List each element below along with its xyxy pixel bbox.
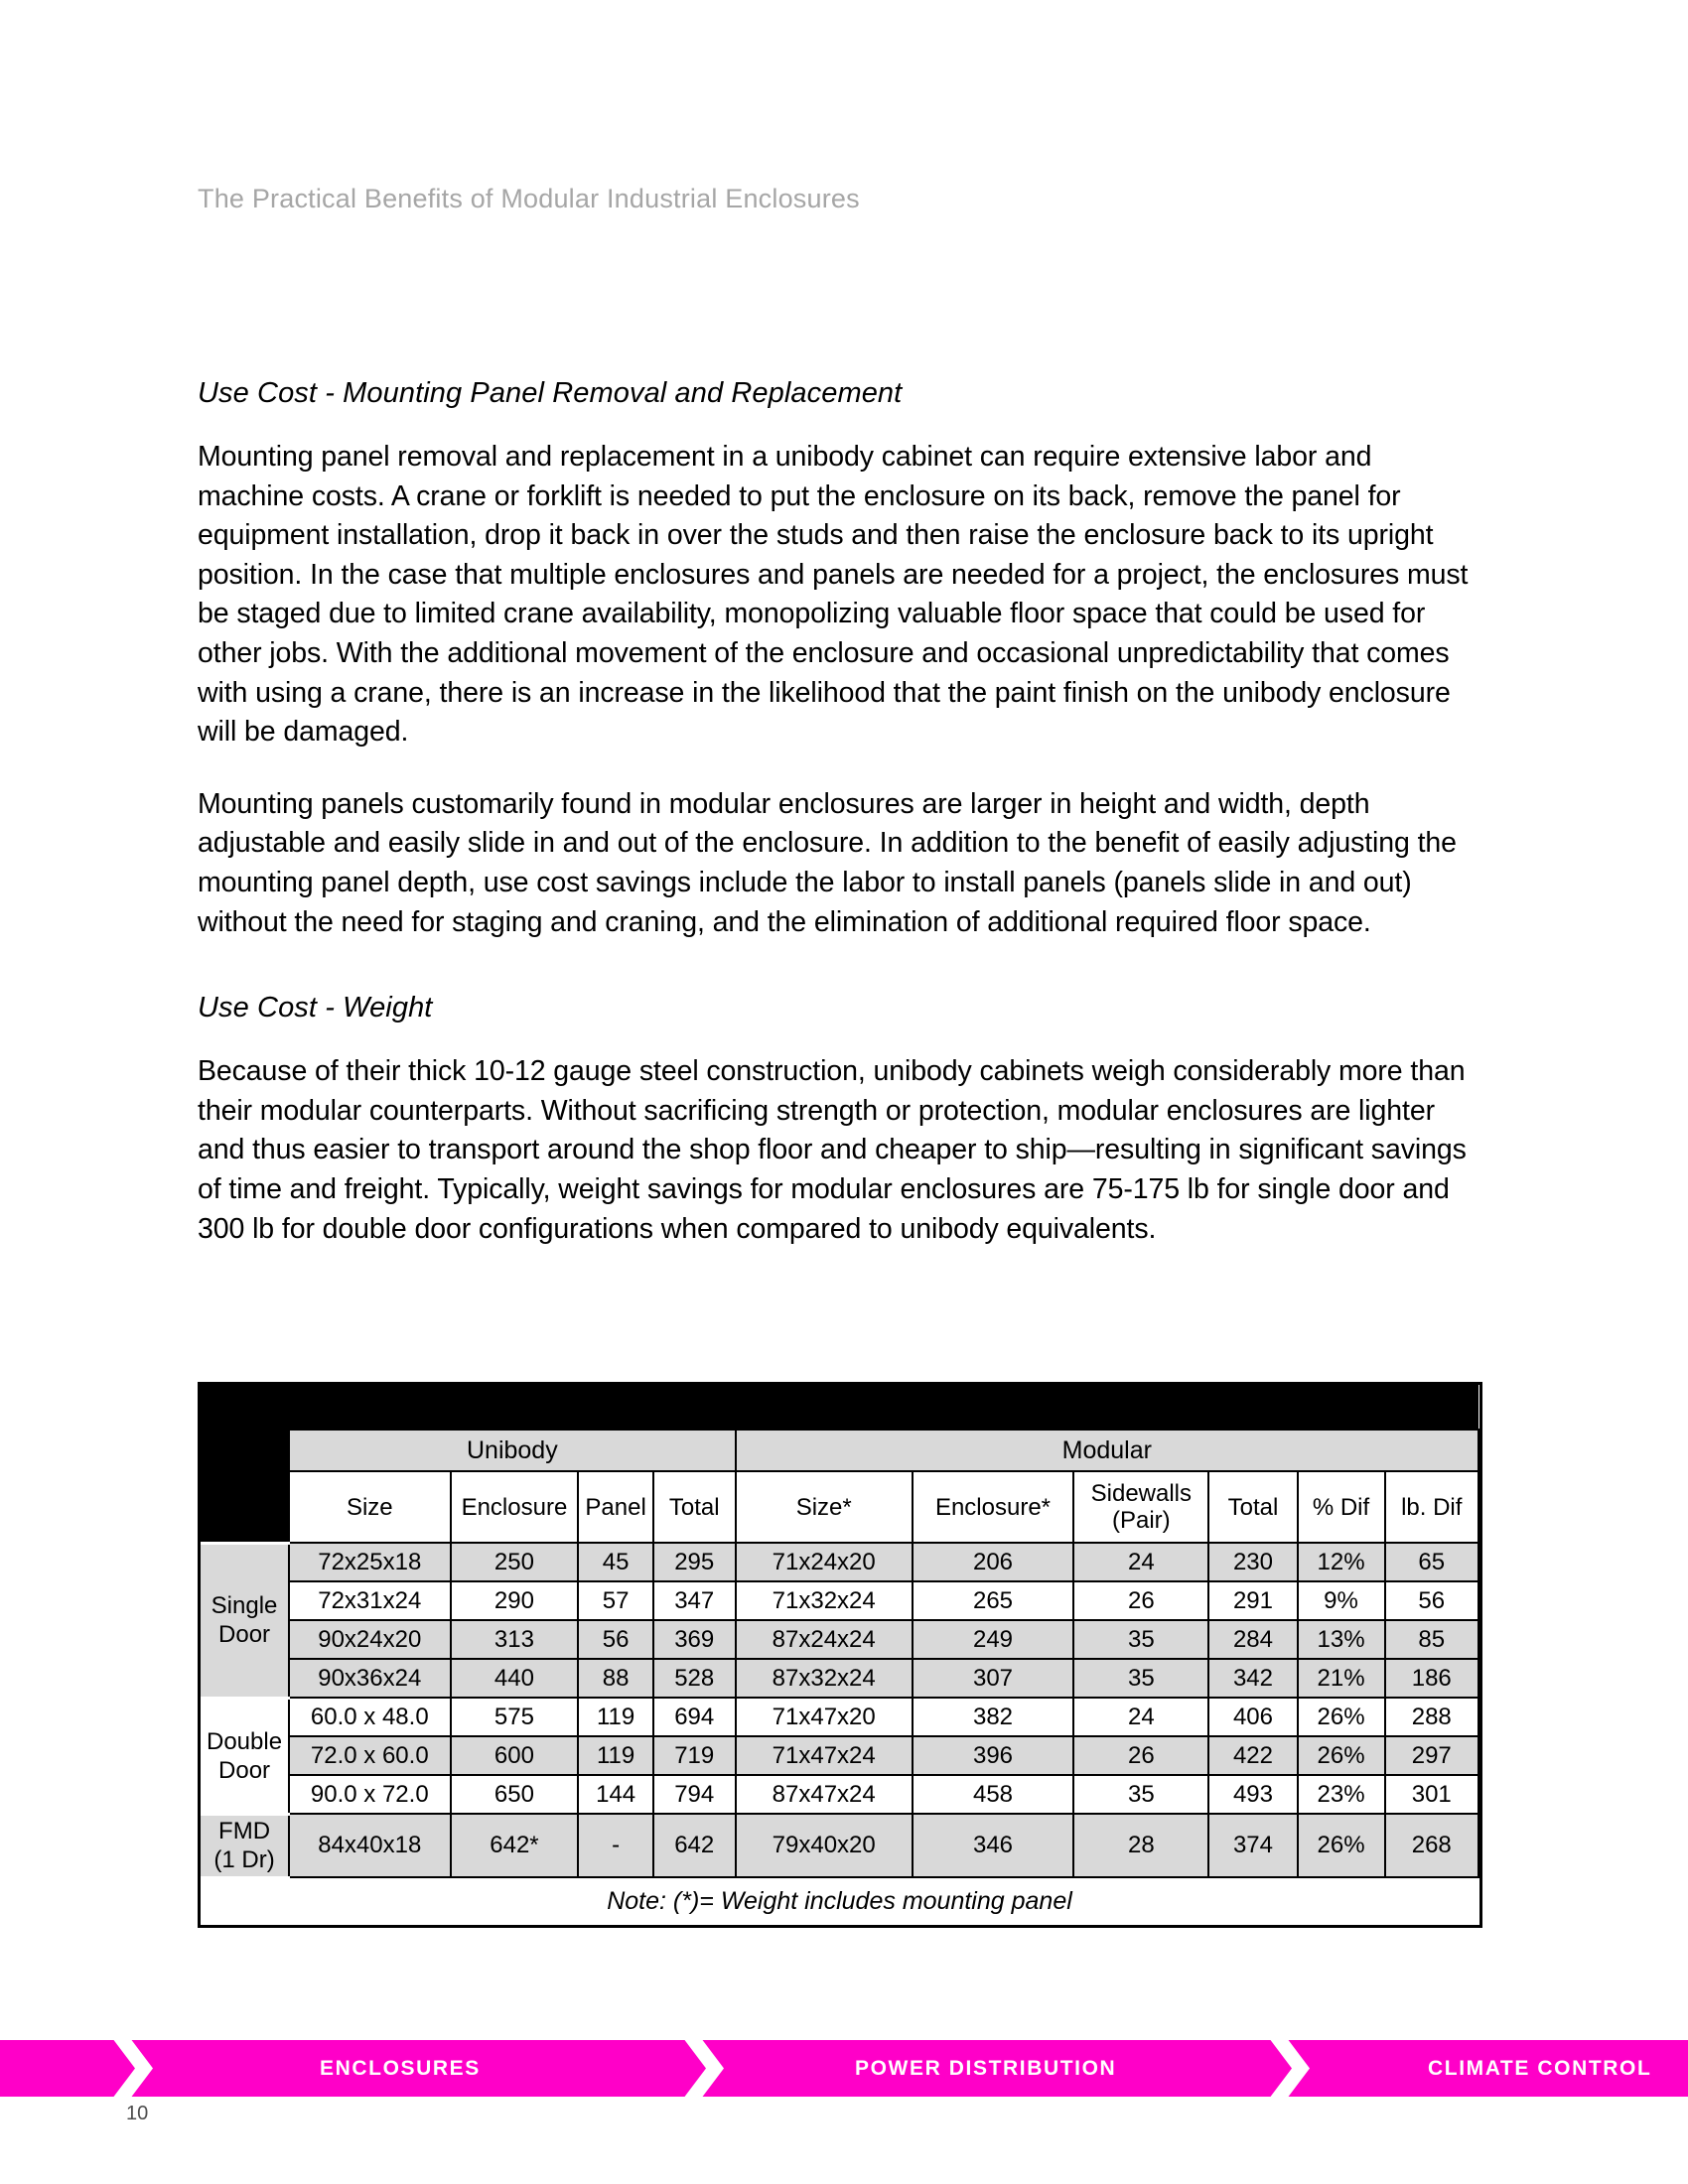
page-number: 10 [126, 2103, 149, 2124]
cell-lb-dif: 56 [1385, 1581, 1478, 1620]
cell-size: 72.0 x 60.0 [289, 1736, 450, 1775]
cell-sidewalls: 26 [1073, 1581, 1208, 1620]
table-column-header-row [201, 1471, 1478, 1543]
cell-size: 90x24x20 [289, 1620, 450, 1659]
cell-mod-total: 493 [1208, 1775, 1297, 1814]
footer-navigation-bar [0, 2040, 1688, 2097]
table-note: Note: (*)= Weight includes mounting panel [201, 1877, 1478, 1925]
table-row [201, 1543, 1478, 1581]
cell-enclosure: 575 [451, 1698, 579, 1736]
cell-total: 719 [653, 1736, 736, 1775]
column-header-unibody-size: Size [289, 1471, 450, 1543]
chevron-separator-icon-2 [680, 2040, 740, 2097]
cell-enclosure: 313 [451, 1620, 579, 1659]
column-header-unibody-enclosure: Enclosure [451, 1471, 579, 1543]
paragraph-panel-removal-2: Mounting panels customarily found in modular enclosures are larger in height and width, depth adjustable and easily slide in and out of the enclosure. In addition to the benefit of easily adjusting the mounting panel depth, use cost savings include the labor to install panels (panels slide in and out) without the need for staging and craning, and the elimination of additional required floor space. [198, 787, 1457, 938]
cell-size: 90x36x24 [289, 1659, 450, 1698]
cell-sidewalls: 24 [1073, 1698, 1208, 1736]
cell-size: 90.0 x 72.0 [289, 1775, 450, 1814]
cell-lb-dif: 288 [1385, 1698, 1478, 1736]
cell-mod-size: 71x32x24 [736, 1581, 913, 1620]
cell-enclosure: 290 [451, 1581, 579, 1620]
table-row [201, 1736, 1478, 1775]
column-header-modular-sidewalls [1073, 1471, 1208, 1543]
document-body [198, 377, 1478, 1282]
sidewalls-label-line2: (Pair) [1111, 1507, 1171, 1534]
cell-percent-dif: 23% [1298, 1775, 1385, 1814]
cell-percent-dif: 26% [1298, 1698, 1385, 1736]
cell-enclosure: 600 [451, 1736, 579, 1775]
cell-panel: - [578, 1814, 652, 1877]
cell-lb-dif: 186 [1385, 1659, 1478, 1698]
comparison-table-container [198, 1382, 1482, 1928]
row-group-label-line1: Single [211, 1592, 278, 1619]
table-row [201, 1814, 1478, 1877]
row-group-label-line2: Door [218, 1621, 271, 1648]
cell-sidewalls: 24 [1073, 1543, 1208, 1581]
cell-panel: 57 [578, 1581, 652, 1620]
cell-mod-enclosure: 265 [913, 1581, 1073, 1620]
cell-mod-enclosure: 382 [913, 1698, 1073, 1736]
cell-mod-size: 87x32x24 [736, 1659, 913, 1698]
column-header-lb-dif: lb. Dif [1385, 1471, 1478, 1543]
table-group-header-row [201, 1430, 1478, 1471]
cell-percent-dif: 13% [1298, 1620, 1385, 1659]
cell-panel: 119 [578, 1698, 652, 1736]
chevron-separator-icon-1 [109, 2040, 169, 2097]
cell-mod-enclosure: 346 [913, 1814, 1073, 1877]
cell-enclosure: 250 [451, 1543, 579, 1581]
table-row [201, 1775, 1478, 1814]
cell-mod-size: 71x24x20 [736, 1543, 913, 1581]
row-group-label-single-door [201, 1543, 289, 1698]
chevron-separator-icon-3 [1266, 2040, 1326, 2097]
section-heading-use-cost-panel: Use Cost - Mounting Panel Removal and Replacement [198, 377, 903, 409]
cell-total: 347 [653, 1581, 736, 1620]
cell-mod-total: 291 [1208, 1581, 1297, 1620]
paragraph-panel-removal-1: Mounting panel removal and replacement in a unibody cabinet can require extensive labor and machine costs. A crane or forklift is needed to put the enclosure on its back, remove the panel for equipment installation, drop it back in over the studs and then raise the enclosure back to its upright position. In the case that multiple enclosures and panels are needed for a project, the enclosures must be staged due to limited crane availability, monopolizing valuable floor space that could be used for other jobs. With the additional movement of the enclosure and occasional unpredictability that comes with using a crane, there is an increase in the likelihood that the paint finish on the unibody enclosure will be damaged. [198, 441, 1469, 749]
row-group-label-line1: FMD [218, 1818, 271, 1844]
cell-mod-total: 342 [1208, 1659, 1297, 1698]
cell-mod-enclosure: 307 [913, 1659, 1073, 1698]
cell-percent-dif: 12% [1298, 1543, 1385, 1581]
cell-mod-size: 71x47x24 [736, 1736, 913, 1775]
column-header-unibody-total: Total [653, 1471, 736, 1543]
table-row [201, 1581, 1478, 1620]
footer-label-enclosures[interactable]: ENCLOSURES [320, 2057, 481, 2080]
running-header: The Practical Benefits of Modular Industrial Enclosures [198, 184, 860, 213]
cell-panel: 144 [578, 1775, 652, 1814]
cell-mod-size: 87x47x24 [736, 1775, 913, 1814]
cell-enclosure: 650 [451, 1775, 579, 1814]
cell-panel: 88 [578, 1659, 652, 1698]
table-row [201, 1620, 1478, 1659]
sidewalls-label-line1: Sidewalls [1090, 1480, 1193, 1507]
cell-sidewalls: 28 [1073, 1814, 1208, 1877]
cell-total: 528 [653, 1659, 736, 1698]
cell-mod-total: 406 [1208, 1698, 1297, 1736]
table-row [201, 1698, 1478, 1736]
cell-sidewalls: 35 [1073, 1659, 1208, 1698]
group-header-modular: Modular [736, 1430, 1478, 1471]
cell-sidewalls: 26 [1073, 1736, 1208, 1775]
cell-enclosure: 642* [451, 1814, 579, 1877]
cell-total: 794 [653, 1775, 736, 1814]
table-title-row [201, 1385, 1478, 1430]
cell-percent-dif: 26% [1298, 1814, 1385, 1877]
cell-lb-dif: 301 [1385, 1775, 1478, 1814]
cell-enclosure: 440 [451, 1659, 579, 1698]
column-header-corner [201, 1471, 289, 1543]
cell-total: 295 [653, 1543, 736, 1581]
cell-total: 369 [653, 1620, 736, 1659]
row-group-label-line2: Door [218, 1756, 271, 1784]
cell-panel: 45 [578, 1543, 652, 1581]
table-title: Typical Mounting Panel Comparisons For Free-Standing Enclosures (in lb.) [289, 1385, 1478, 1430]
row-group-label-line1: Double [207, 1727, 283, 1755]
footer-label-climate-control[interactable]: CLIMATE CONTROL [1428, 2057, 1652, 2080]
cell-mod-total: 284 [1208, 1620, 1297, 1659]
row-group-label-double-door [201, 1698, 289, 1814]
cell-mod-total: 374 [1208, 1814, 1297, 1877]
section-heading-use-cost-weight: Use Cost - Weight [198, 992, 433, 1024]
cell-size: 84x40x18 [289, 1814, 450, 1877]
cell-size: 60.0 x 48.0 [289, 1698, 450, 1736]
cell-total: 694 [653, 1698, 736, 1736]
cell-sidewalls: 35 [1073, 1775, 1208, 1814]
cell-lb-dif: 65 [1385, 1543, 1478, 1581]
row-group-label-fmd [201, 1814, 289, 1877]
group-header-unibody: Unibody [289, 1430, 736, 1471]
column-header-modular-size: Size* [736, 1471, 913, 1543]
comparison-table [201, 1385, 1479, 1925]
cell-panel: 119 [578, 1736, 652, 1775]
row-group-label-line2: (1 Dr) [213, 1846, 275, 1873]
column-header-percent-dif: % Dif [1298, 1471, 1385, 1543]
table-corner-cell [201, 1385, 289, 1430]
cell-size: 72x25x18 [289, 1543, 450, 1581]
cell-mod-enclosure: 458 [913, 1775, 1073, 1814]
cell-mod-enclosure: 206 [913, 1543, 1073, 1581]
cell-mod-size: 79x40x20 [736, 1814, 913, 1877]
cell-panel: 56 [578, 1620, 652, 1659]
cell-mod-size: 87x24x24 [736, 1620, 913, 1659]
cell-mod-total: 422 [1208, 1736, 1297, 1775]
column-header-modular-total: Total [1208, 1471, 1297, 1543]
cell-mod-enclosure: 249 [913, 1620, 1073, 1659]
cell-percent-dif: 21% [1298, 1659, 1385, 1698]
table-note-row [201, 1877, 1478, 1925]
table-row [201, 1659, 1478, 1698]
cell-sidewalls: 35 [1073, 1620, 1208, 1659]
group-row-corner [201, 1430, 289, 1471]
cell-mod-total: 230 [1208, 1543, 1297, 1581]
column-header-modular-enclosure: Enclosure* [913, 1471, 1073, 1543]
cell-total: 642 [653, 1814, 736, 1877]
cell-lb-dif: 297 [1385, 1736, 1478, 1775]
cell-size: 72x31x24 [289, 1581, 450, 1620]
cell-lb-dif: 85 [1385, 1620, 1478, 1659]
cell-percent-dif: 9% [1298, 1581, 1385, 1620]
cell-mod-size: 71x47x20 [736, 1698, 913, 1736]
cell-mod-enclosure: 396 [913, 1736, 1073, 1775]
cell-percent-dif: 26% [1298, 1736, 1385, 1775]
column-header-unibody-panel: Panel [578, 1471, 652, 1543]
footer-label-power-distribution[interactable]: POWER DISTRIBUTION [855, 2057, 1117, 2080]
paragraph-weight-1: Because of their thick 10-12 gauge steel construction, unibody cabinets weigh considerably more than their modular counterparts. Without sacrificing strength or protection, modular enclosures are lighter and thus easier to transport around the shop floor and cheaper to ship—resulting in significant savings of time and freight. Typically, weight savings for modular enclosures are 75-175 lb for single door and 300 lb for double door configurations when compared to unibody equivalents. [198, 1055, 1467, 1245]
cell-lb-dif: 268 [1385, 1814, 1478, 1877]
